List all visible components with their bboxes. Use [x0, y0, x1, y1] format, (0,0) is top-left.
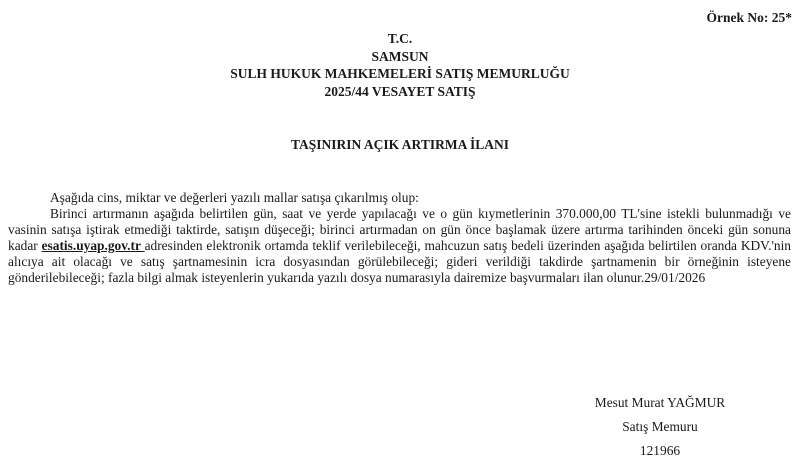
intro-paragraph: Aşağıda cins, miktar ve değerleri yazılı mallar satışa çıkarılmış olup: — [50, 190, 419, 205]
header-file-number: 2025/44 VESAYET SATIŞ — [324, 83, 476, 99]
header-office: SULH HUKUK MAHKEMELERİ SATIŞ MEMURLUĞU — [230, 66, 570, 81]
paragraph-text-after-link: adresinden elektronik ortamda teklif verilebileceği, mahcuzun satış bedeli üzerinden aşağıda belirtilen oranda KDV.'nin alıcıya ait olacağı ve satış şartnamesinin icra dosyasından görülebileceği; gideri verildiği takdirde şartnamenin bir örneğinin isteyene gönderilebileceği; fazla bilgi almak isteyenlerin yukarıda yazılı dosya numarasıyla dairemize başvurmaları ilan olunur.29/01/2026 — [8, 238, 791, 285]
signatory-name: Mesut Murat YAĞMUR — [594, 395, 726, 410]
signature-block — [560, 391, 760, 463]
announcement-code: 121966 — [639, 443, 681, 458]
paragraph-text-before-link: Birinci artırmanın aşağıda belirtilen gün, saat ve yerde yapılacağı ve o gün kıymetlerinin 370.000,00 TL'sine istekli bulunmadığı ve vasinin satışa iştirak etmediği taktirde, satışın düşeceği; birinci artırmadan on gün önce başlamak üzere artırma tarihinden önceki gün sonuna kadar — [8, 206, 791, 253]
signatory-role: Satış Memuru — [622, 419, 698, 434]
header-city: SAMSUN — [371, 48, 429, 64]
document-header — [0, 30, 800, 100]
sample-number: Örnek No: 25* — [706, 10, 792, 25]
main-paragraph — [8, 206, 791, 286]
document-title: TAŞINIRIN AÇIK ARTIRMA İLANI — [291, 137, 509, 152]
header-country: T.C. — [387, 31, 413, 46]
document-body — [8, 190, 791, 286]
esatis-link[interactable]: esatis.uyap.gov.tr — [41, 238, 145, 253]
